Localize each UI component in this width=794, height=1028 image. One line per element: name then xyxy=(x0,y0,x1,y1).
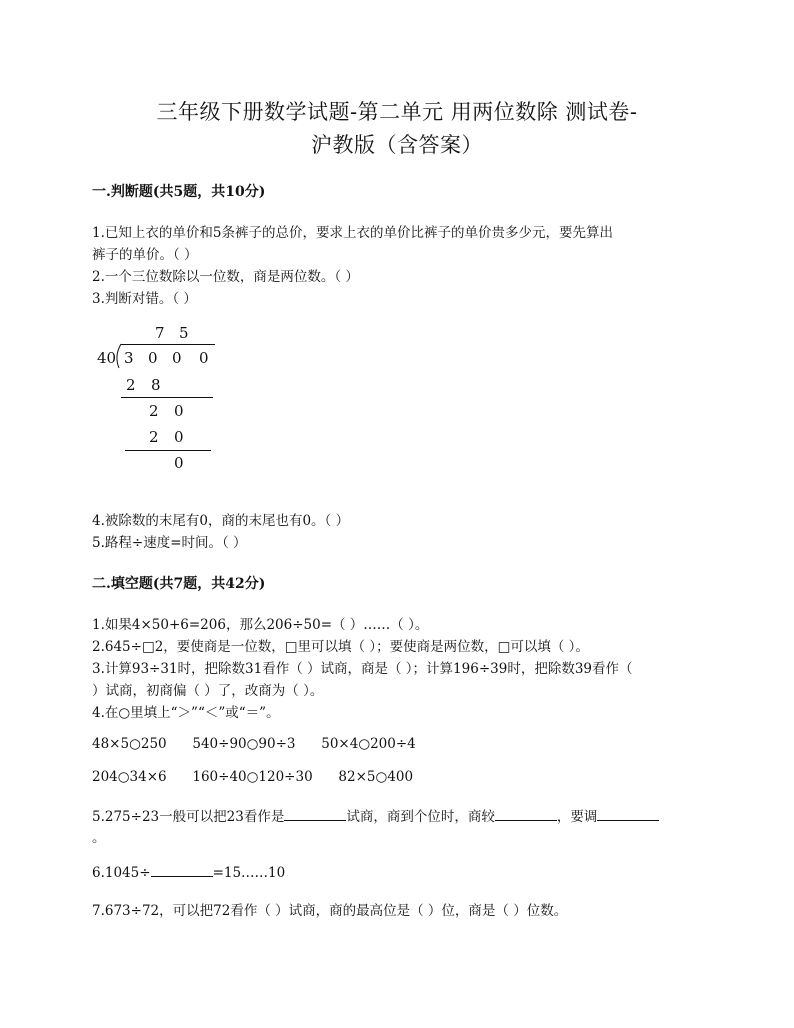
question-2-4: 4.在○里填上“＞”“＜”或“＝”。 xyxy=(92,705,280,721)
page-subtitle: 沪教版（含答案） xyxy=(311,133,483,157)
question-1-5: 5.路程÷速度=时间。（ ） xyxy=(92,535,247,551)
question-2-6-text: =15……10 xyxy=(212,865,286,881)
question-2-7: 7.673÷72，可以把72看作（ ）试商，商的最高位是（ ）位，商是（ ）位数。 xyxy=(92,903,568,919)
section-heading-judgment: 一.判断题(共5题，共10分) xyxy=(92,184,266,200)
question-2-5 xyxy=(92,805,659,825)
question-2-6-text: 6.1045÷ xyxy=(92,865,151,881)
question-2-5-text: 试商，商到个位时，商较 xyxy=(346,809,495,825)
question-2-1: 1.如果4×50+6=206，那么206÷50=（ ）……（ ）。 xyxy=(92,617,429,633)
question-2-2: 2.645÷□2，要使商是一位数，□里可以填（ ）；要使商是两位数，□可以填（ ）。 xyxy=(92,639,589,655)
dividend-digit: 0 xyxy=(172,349,182,367)
question-2-5-text: ，要调 xyxy=(556,809,598,825)
question-1-2: 2.一个三位数除以一位数，商是两位数。（ ） xyxy=(92,269,359,285)
dividend-digit: 0 xyxy=(199,349,209,367)
question-2-4-row1: 48×5○250 540÷90○90÷3 50×4○200÷4 xyxy=(92,736,416,752)
division-bracket xyxy=(113,343,123,369)
step-digit: 0 xyxy=(174,402,184,420)
section-heading-fill: 二.填空题(共7题，共42分) xyxy=(92,576,266,592)
step-digit: 2 xyxy=(149,428,159,446)
divisor: 40 xyxy=(97,349,117,367)
step-digit: 2 xyxy=(149,402,159,420)
dividend-digit: 0 xyxy=(148,349,158,367)
answer-blank[interactable] xyxy=(597,806,659,821)
question-2-3a: 3.计算93÷31时，把除数31看作（ ）试商，商是（ ）；计算196÷39时，把除数39看作（ xyxy=(92,661,633,677)
question-1-4: 4.被除数的末尾有0，商的末尾也有0。（ ） xyxy=(92,513,350,529)
answer-blank[interactable] xyxy=(495,806,557,821)
step-digit: 0 xyxy=(174,428,184,446)
quotient-digit: 7 xyxy=(155,324,165,342)
remainder: 0 xyxy=(174,454,184,472)
page-title: 三年级下册数学试题-第二单元 用两位数除 测试卷- xyxy=(156,100,638,124)
question-1-3: 3.判断对错。（ ） xyxy=(92,291,197,307)
quotient-digit: 5 xyxy=(179,324,189,342)
answer-blank[interactable] xyxy=(284,806,346,821)
dividend-digit: 3 xyxy=(124,349,134,367)
question-1-1a: 1.已知上衣的单价和5条裤子的总价，要求上衣的单价比裤子的单价贵多少元，要先算出 xyxy=(92,225,613,241)
question-2-5-text: 5.275÷23一般可以把23看作是 xyxy=(92,809,285,825)
division-bar xyxy=(121,344,215,345)
question-1-1b: 裤子的单价。（ ） xyxy=(92,247,198,263)
step-digit: 2 xyxy=(126,376,136,394)
division-rule xyxy=(125,450,211,451)
question-2-3b: ）试商，初商偏（ ）了，改商为（ ）。 xyxy=(92,683,324,699)
answer-blank[interactable] xyxy=(151,862,213,877)
question-2-5-end: 。 xyxy=(92,830,106,846)
question-2-6 xyxy=(92,862,285,881)
division-rule xyxy=(121,397,213,398)
question-2-4-row2: 204○34×6 160÷40○120÷30 82×5○400 xyxy=(92,769,414,785)
step-digit: 8 xyxy=(151,376,161,394)
